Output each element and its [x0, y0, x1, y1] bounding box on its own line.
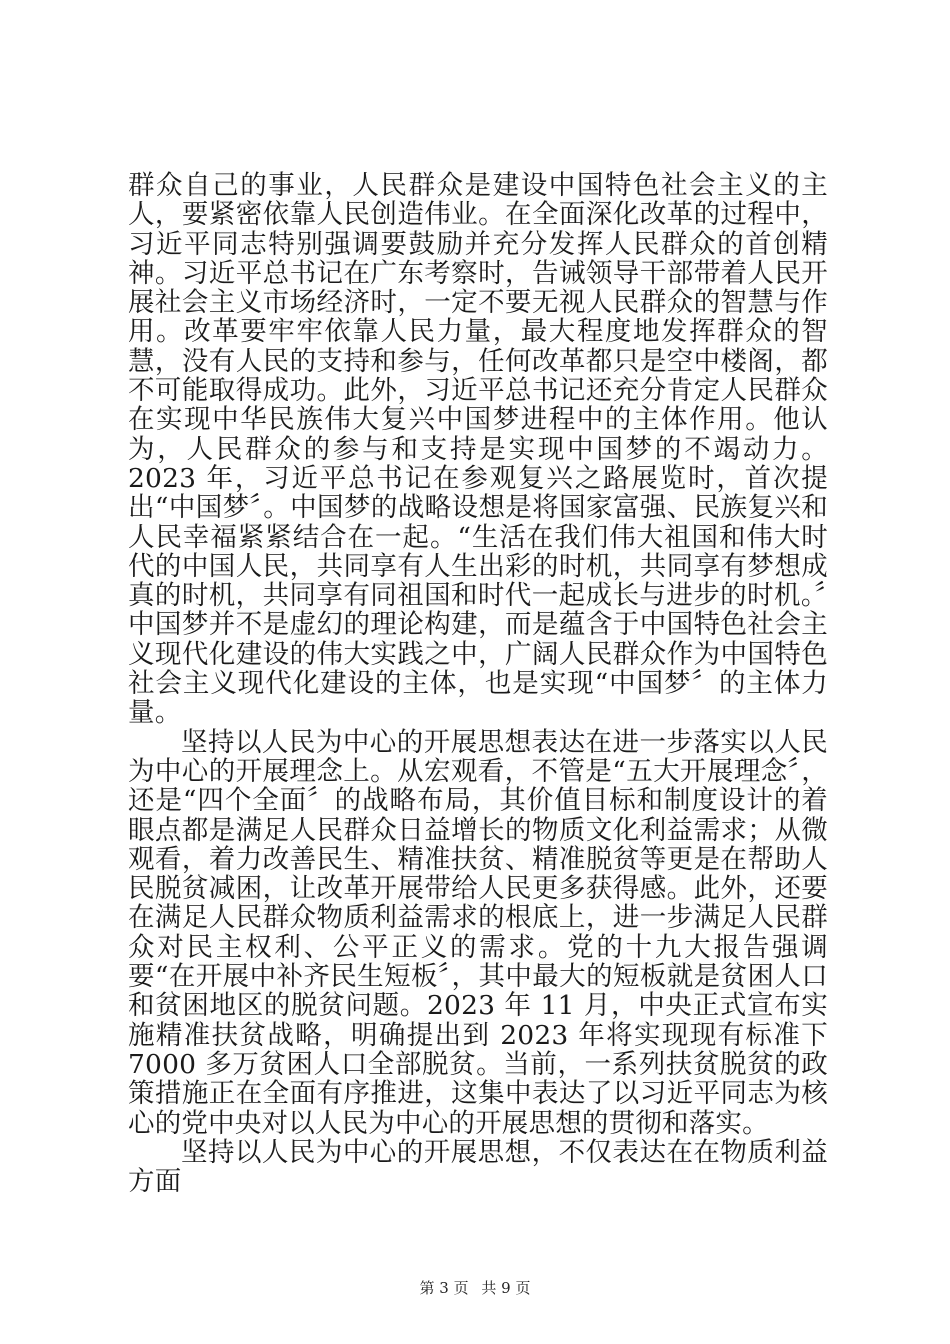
- paragraph-material-interest: 坚持以人民为中心的开展思想，不仅表达在在物质利益方面: [128, 1136, 828, 1198]
- page-footer: [0, 1277, 950, 1298]
- page-total: 共 9 页: [481, 1279, 531, 1297]
- document-body: [128, 171, 828, 1196]
- paragraph-development-concept: 坚持以人民为中心的开展思想表达在进一步落实以人民为中心的开展理念上。从宏观看，不管是“五大开展理念〞，还是“四个全面〞的战略布局，其价值目标和制度设计的着眼点都是满足人民群众日益增长的物质文化利益需求；从微观看，着力改善民生、精准扶贫、精准脱贫等更是在帮助人民脱贫减困，让改革开展带给人民更多获得感。此外，还要在满足人民群众物质利益需求的根底上，进一步满足人民群众对民主权利、公平正义的需求。党的十九大报告强调要“在开展中补齐民生短板〞，其中最大的短板就是贫困人口和贫困地区的脱贫问题。2023 年 11 月，中央正式宣布实施精准扶贫战略，明确提出到 2023 年将实现现有标准下 7000 多万贫困人口全部脱贫。当前，一系列扶贫脱贫的政策措施正在全面有序推进，这集中表达了以习近平同志为核心的党中央对以人民为中心的开展思想的贯彻和落实。: [128, 726, 828, 1139]
- paragraph-continuation: 群众自己的事业，人民群众是建设中国特色社会主义的主人，要紧密依靠人民创造伟业。在全面深化改革的过程中，习近平同志特别强调要鼓励并充分发挥人民群众的首创精神。习近平总书记在广东考察时，告诫领导干部带着人民开展社会主义市场经济时，一定不要无视人民群众的智慧与作用。改革要牢牢依靠人民力量，最大程度地发挥群众的智慧，没有人民的支持和参与，任何改革都只是空中楼阁，都不可能取得成功。此外，习近平总书记还充分肯定人民群众在实现中华民族伟大复兴中国梦进程中的主体作用。他认为，人民群众的参与和支持是实现中国梦的不竭动力。2023 年，习近平总书记在参观复兴之路展览时，首次提出“中国梦〞。中国梦的战略设想是将国家富强、民族复兴和人民幸福紧紧结合在一起。“生活在我们伟大祖国和伟大时代的中国人民，共同享有人生出彩的时机，共同享有梦想成真的时机，共同享有同祖国和时代一起成长与进步的时机。〞中国梦并不是虚幻的理论构建，而是蕴含于中国特色社会主义现代化建设的伟大实践之中，广阔人民群众作为中国特色社会主义现代化建设的主体，也是实现“中国梦〞的主体力量。: [128, 170, 828, 729]
- page-number: 第 3 页: [419, 1279, 469, 1297]
